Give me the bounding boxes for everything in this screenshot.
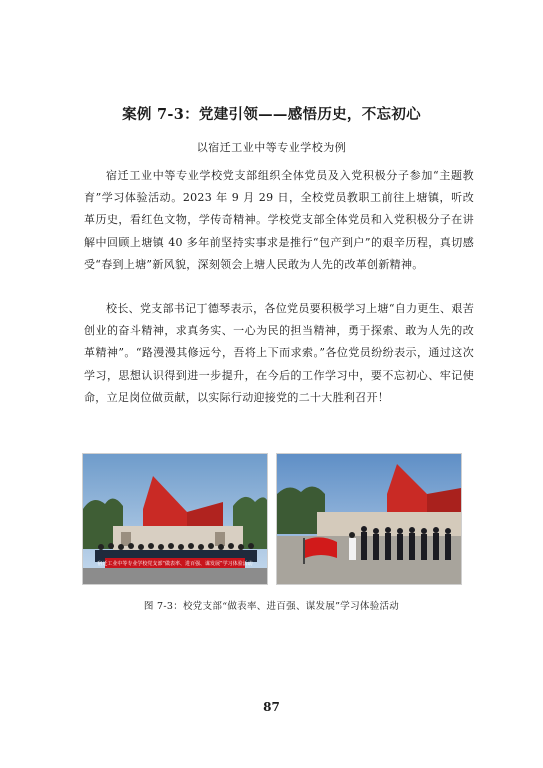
case-title: 案例 7-3：党建引领——感悟历史，不忘初心 — [122, 106, 421, 123]
paragraph-2: 校长、党支部书记丁德琴表示，各位党员要积极学习上塘“自力更生、艰苦创业的奋斗精神，求真务实、一心为民的担当精神，勇于探索、敢为人先的改革精神”。“路漫漫其修远兮，吾将上下而求索。”各位党员纷纷表示，通过这次学习，思想认识得到进一步提升，在今后的工作学习中，要不忘初心、牢记使命，立足岗位做贡献，以实际行动迎接党的二十大胜利召开！ — [84, 302, 474, 404]
paragraph-1: 宿迁工业中等专业学校党支部组织全体党员及入党积极分子参加“主题教育”学习体验活动。2023 年 9 月 29 日，全校党员教职工前往上塘镇，听改革历史，看红色文物，学传奇精神。学校党支部全体党员和入党积极分子在讲解中回顾上塘镇 40 多年前坚持实事求是推行“包产到户”的艰辛历程，真切感受“春到上塘”新风貌，深刻领会上塘人民敢为人先的改革创新精神。 — [84, 169, 474, 271]
photo-oath-ceremony-image — [277, 454, 461, 584]
page-number: 87 — [263, 700, 280, 714]
figure-caption: 图 7-3：校党支部“做表率、进百强、谋发展”学习体验活动 — [143, 601, 400, 612]
photo-oath-ceremony — [276, 453, 462, 585]
case-subtitle: 以宿迁工业中等专业学校为例 — [196, 141, 347, 154]
photo-group-banner-image — [83, 454, 267, 584]
photo-group-banner — [82, 453, 268, 585]
photo-banner-text: 宿迁工业中等专业学校党支部“做表率、进百强、谋发展”学习体验活动 — [97, 561, 253, 567]
